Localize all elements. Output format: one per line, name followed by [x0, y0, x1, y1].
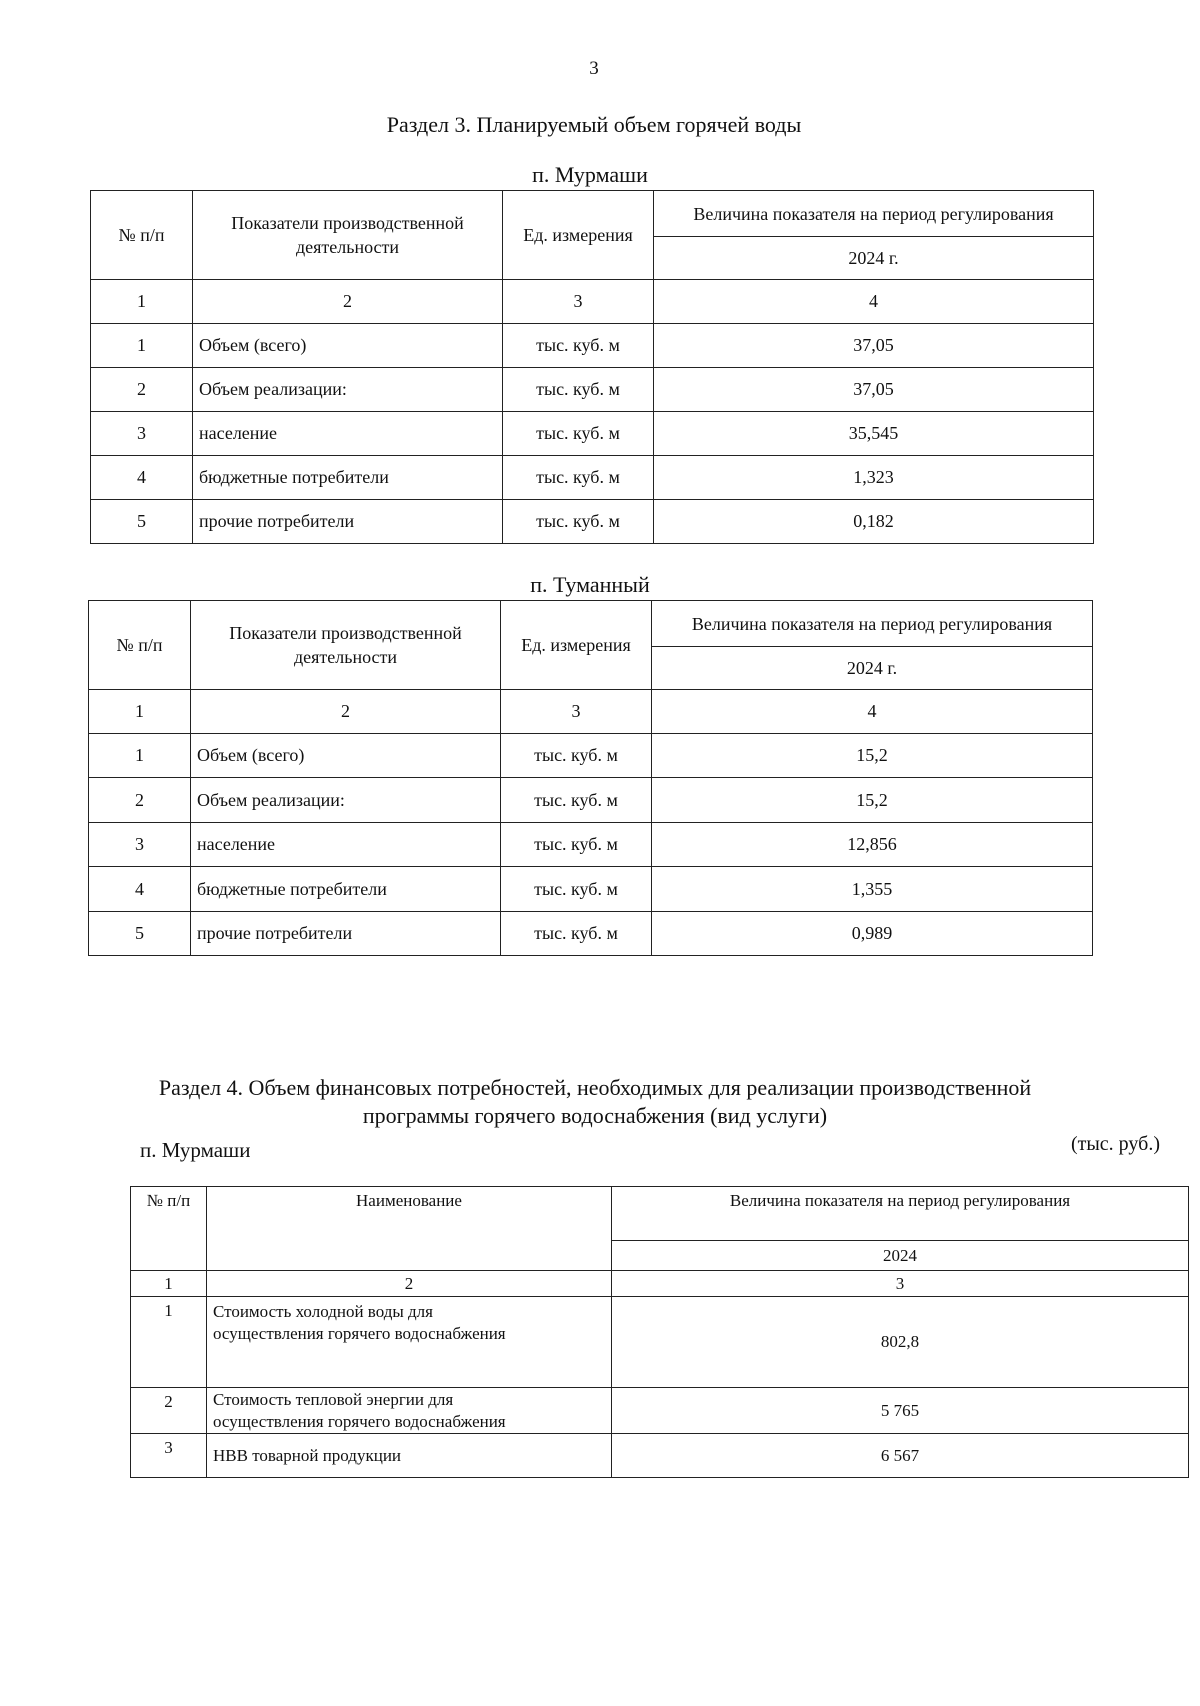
table-row: [91, 500, 1094, 544]
row-name-line2: осуществления горячего водоснабжения: [213, 1324, 506, 1343]
col-number: 1: [89, 690, 191, 734]
col-number: 4: [654, 280, 1094, 324]
table-row: [89, 912, 1093, 956]
table-row: [131, 1388, 1189, 1434]
header-value-group: Величина показателя на период регулирования: [654, 191, 1094, 237]
row-value: 802,8: [612, 1297, 1189, 1388]
row-num: 2: [89, 778, 191, 823]
table2-place: п. Туманный: [530, 572, 650, 597]
page-number: 3: [589, 58, 599, 79]
header-name: Наименование: [207, 1187, 612, 1271]
row-value: 15,2: [652, 778, 1093, 823]
row-num: 3: [131, 1434, 207, 1478]
col-number: 4: [652, 690, 1093, 734]
row-unit: тыс. куб. м: [501, 778, 652, 823]
header-unit: Ед. измерения: [501, 601, 652, 690]
row-name-line2: осуществления горячего водоснабжения: [213, 1411, 506, 1431]
header-indicator: Показатели производственной деятельности: [191, 601, 501, 690]
section4-place: п. Мурмаши: [140, 1138, 251, 1162]
row-name: прочие потребители: [191, 912, 501, 956]
row-value: 0,989: [652, 912, 1093, 956]
table-row: [89, 778, 1093, 823]
row-num: 1: [91, 324, 193, 368]
row-name: [207, 1434, 612, 1478]
row-unit: тыс. куб. м: [503, 368, 654, 412]
row-name: бюджетные потребители: [191, 867, 501, 912]
col-number: 3: [612, 1271, 1189, 1297]
row-value: 12,856: [652, 823, 1093, 867]
row-num: 3: [91, 412, 193, 456]
row-unit: тыс. куб. м: [503, 500, 654, 544]
header-value-group: Величина показателя на период регулирования: [612, 1187, 1189, 1241]
row-num: 2: [91, 368, 193, 412]
col-number: 1: [91, 280, 193, 324]
row-unit: тыс. куб. м: [503, 456, 654, 500]
header-year: 2024 г.: [654, 237, 1094, 280]
row-value: 1,323: [654, 456, 1094, 500]
section3-title: Раздел 3. Планируемый объем горячей воды: [386, 112, 802, 137]
row-name: население: [193, 412, 503, 456]
row-num: 1: [131, 1297, 207, 1388]
row-unit: тыс. куб. м: [501, 912, 652, 956]
header-num: № п/п: [89, 601, 191, 690]
finance-table-murmashi: [130, 1186, 1189, 1478]
row-num: 2: [131, 1388, 207, 1434]
row-value: 37,05: [654, 324, 1094, 368]
col-number: 1: [131, 1271, 207, 1297]
row-name: Объем (всего): [191, 734, 501, 778]
volume-table-murmashi: [90, 190, 1094, 544]
row-num: 4: [91, 456, 193, 500]
header-year: 2024 г.: [652, 647, 1093, 690]
row-num: 3: [89, 823, 191, 867]
volume-table-tumanny: [88, 600, 1093, 956]
col-number: 2: [193, 280, 503, 324]
row-num: 5: [91, 500, 193, 544]
row-num: 4: [89, 867, 191, 912]
row-name-line1: НВВ товарной продукции: [213, 1445, 402, 1465]
col-number: 2: [191, 690, 501, 734]
section4-title-line2: программы горячего водоснабжения (вид услуги): [362, 1103, 828, 1128]
row-name-line1: Стоимость холодной воды для: [213, 1302, 433, 1321]
table-row: [89, 823, 1093, 867]
row-unit: тыс. куб. м: [503, 324, 654, 368]
header-unit: Ед. измерения: [503, 191, 654, 280]
row-value: 37,05: [654, 368, 1094, 412]
table-row: [89, 867, 1093, 912]
header-indicator: Показатели производственной деятельности: [193, 191, 503, 280]
row-value: 1,355: [652, 867, 1093, 912]
header-num: № п/п: [91, 191, 193, 280]
row-value: 0,182: [654, 500, 1094, 544]
table-row: [89, 734, 1093, 778]
row-name: бюджетные потребители: [193, 456, 503, 500]
row-value: 5 765: [612, 1388, 1189, 1434]
section4-units-note: (тыс. руб.): [1070, 1133, 1160, 1155]
table-row: [131, 1297, 1189, 1388]
header-year: 2024: [612, 1241, 1189, 1271]
row-name: Объем (всего): [193, 324, 503, 368]
col-number: 3: [501, 690, 652, 734]
header-value-group: Величина показателя на период регулирования: [652, 601, 1093, 647]
table-row: [91, 324, 1094, 368]
row-unit: тыс. куб. м: [503, 412, 654, 456]
row-num: 1: [89, 734, 191, 778]
row-num: 5: [89, 912, 191, 956]
table1-place: п. Мурмаши: [532, 162, 648, 187]
row-unit: тыс. куб. м: [501, 867, 652, 912]
table-row: [131, 1434, 1189, 1478]
row-value: 15,2: [652, 734, 1093, 778]
table-row: [91, 456, 1094, 500]
row-name-line1: Стоимость тепловой энергии для: [213, 1389, 454, 1409]
row-value: 35,545: [654, 412, 1094, 456]
row-name: [207, 1388, 612, 1434]
table-row: [91, 368, 1094, 412]
row-name: Объем реализации:: [193, 368, 503, 412]
row-unit: тыс. куб. м: [501, 734, 652, 778]
header-num: № п/п: [131, 1187, 207, 1271]
col-number: 3: [503, 280, 654, 324]
table-row: [91, 412, 1094, 456]
row-unit: тыс. куб. м: [501, 823, 652, 867]
row-value: 6 567: [612, 1434, 1189, 1478]
row-name: население: [191, 823, 501, 867]
section4-title-line1: Раздел 4. Объем финансовых потребностей, необходимых для реализации производственной: [158, 1075, 1032, 1100]
row-name: прочие потребители: [193, 500, 503, 544]
col-number: 2: [207, 1271, 612, 1297]
row-name: [207, 1297, 612, 1388]
row-name: Объем реализации:: [191, 778, 501, 823]
